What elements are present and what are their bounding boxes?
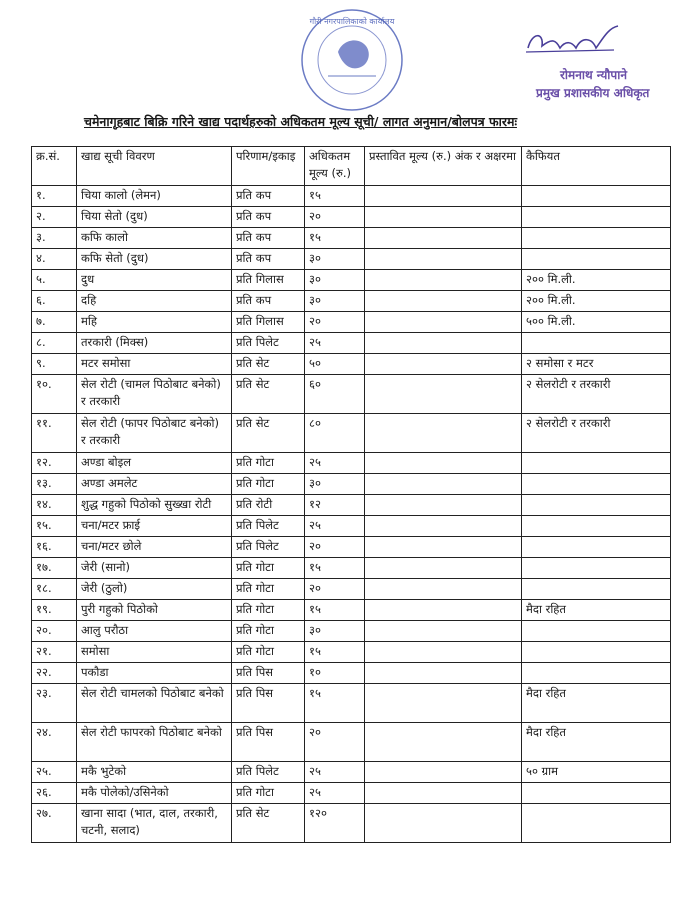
cell-unit: प्रति कप xyxy=(232,207,305,228)
cell-unit: प्रति गोटा xyxy=(232,474,305,495)
cell-remarks xyxy=(522,558,671,579)
cell-item: समोसा xyxy=(77,642,232,663)
cell-max-price: २५ xyxy=(305,453,365,474)
cell-max-price: १२० xyxy=(305,804,365,843)
cell-sn: २. xyxy=(32,207,77,228)
cell-proposed-price[interactable] xyxy=(365,684,522,723)
cell-sn: ३. xyxy=(32,228,77,249)
cell-remarks: २ सेलरोटी र तरकारी xyxy=(522,414,671,453)
cell-unit: प्रति गोटा xyxy=(232,621,305,642)
table-row xyxy=(32,333,671,354)
table-header-row xyxy=(32,147,671,186)
cell-unit: प्रति कप xyxy=(232,228,305,249)
cell-remarks xyxy=(522,495,671,516)
cell-remarks xyxy=(522,333,671,354)
cell-remarks: ५०० मि.ली. xyxy=(522,312,671,333)
cell-unit: प्रति गोटा xyxy=(232,642,305,663)
table-row xyxy=(32,684,671,723)
cell-unit: प्रति कप xyxy=(232,249,305,270)
cell-item: अण्डा अमलेट xyxy=(77,474,232,495)
cell-proposed-price[interactable] xyxy=(365,453,522,474)
cell-max-price: १२ xyxy=(305,495,365,516)
cell-sn: ७. xyxy=(32,312,77,333)
table-row xyxy=(32,516,671,537)
cell-max-price: २५ xyxy=(305,333,365,354)
cell-proposed-price[interactable] xyxy=(365,642,522,663)
cell-sn: २७. xyxy=(32,804,77,843)
cell-max-price: ५० xyxy=(305,354,365,375)
officer-title: प्रमुख प्रशासकीय अधिकृत xyxy=(536,86,650,100)
cell-unit: प्रति पिलेट xyxy=(232,537,305,558)
cell-item: मकै पोलेको/उसिनेको xyxy=(77,783,232,804)
cell-remarks xyxy=(522,249,671,270)
cell-item: चना/मटर फ्राई xyxy=(77,516,232,537)
cell-sn: २२. xyxy=(32,663,77,684)
cell-proposed-price[interactable] xyxy=(365,333,522,354)
cell-unit: प्रति पिस xyxy=(232,723,305,762)
cell-proposed-price[interactable] xyxy=(365,291,522,312)
cell-item: सेल रोटी (फापर पिठोबाट बनेको) र तरकारी xyxy=(77,414,232,453)
cell-proposed-price[interactable] xyxy=(365,663,522,684)
table-row xyxy=(32,474,671,495)
cell-sn: २४. xyxy=(32,723,77,762)
cell-max-price: ३० xyxy=(305,249,365,270)
cell-sn: ६. xyxy=(32,291,77,312)
cell-unit: प्रति गोटा xyxy=(232,783,305,804)
cell-max-price: १५ xyxy=(305,600,365,621)
cell-remarks: मैदा रहित xyxy=(522,723,671,762)
cell-remarks xyxy=(522,207,671,228)
cell-proposed-price[interactable] xyxy=(365,579,522,600)
cell-unit: प्रति सेट xyxy=(232,375,305,414)
cell-unit: प्रति गोटा xyxy=(232,600,305,621)
price-list-table xyxy=(31,146,671,843)
cell-item: मकै भुटेको xyxy=(77,762,232,783)
cell-unit: प्रति पिस xyxy=(232,684,305,723)
header-item: खाद्य सूची विवरण xyxy=(77,147,232,186)
cell-item: जेरी (ठुलो) xyxy=(77,579,232,600)
cell-remarks xyxy=(522,228,671,249)
cell-proposed-price[interactable] xyxy=(365,516,522,537)
cell-max-price: ३० xyxy=(305,474,365,495)
table-row xyxy=(32,558,671,579)
cell-item: आलु परौठा xyxy=(77,621,232,642)
table-row xyxy=(32,249,671,270)
cell-item: सेल रोटी फापरको पिठोबाट बनेको xyxy=(77,723,232,762)
table-row xyxy=(32,186,671,207)
cell-item: चिया कालो (लेमन) xyxy=(77,186,232,207)
cell-item: जेरी (सानो) xyxy=(77,558,232,579)
cell-remarks xyxy=(522,474,671,495)
cell-max-price: ६० xyxy=(305,375,365,414)
cell-sn: ४. xyxy=(32,249,77,270)
cell-item: शुद्ध गहुको पिठोको सुख्खा रोटी xyxy=(77,495,232,516)
cell-remarks xyxy=(522,642,671,663)
cell-item: अण्डा बोइल xyxy=(77,453,232,474)
cell-unit: प्रति सेट xyxy=(232,414,305,453)
table-row xyxy=(32,600,671,621)
cell-proposed-price[interactable] xyxy=(365,354,522,375)
cell-unit: प्रति सेट xyxy=(232,804,305,843)
table-row xyxy=(32,414,671,453)
cell-proposed-price[interactable] xyxy=(365,495,522,516)
cell-max-price: २५ xyxy=(305,762,365,783)
header-sn: क्र.सं. xyxy=(32,147,77,186)
cell-sn: १९. xyxy=(32,600,77,621)
cell-sn: २०. xyxy=(32,621,77,642)
cell-sn: ८. xyxy=(32,333,77,354)
cell-remarks: २ सेलरोटी र तरकारी xyxy=(522,375,671,414)
cell-item: चना/मटर छोले xyxy=(77,537,232,558)
cell-remarks xyxy=(522,663,671,684)
cell-item: चिया सेतो (दुध) xyxy=(77,207,232,228)
cell-max-price: १५ xyxy=(305,642,365,663)
cell-unit: प्रति गोटा xyxy=(232,453,305,474)
cell-max-price: २५ xyxy=(305,516,365,537)
cell-item: महि xyxy=(77,312,232,333)
cell-max-price: २५ xyxy=(305,783,365,804)
table-row xyxy=(32,579,671,600)
cell-sn: १६. xyxy=(32,537,77,558)
cell-unit: प्रति गोटा xyxy=(232,558,305,579)
table-row xyxy=(32,762,671,783)
table-row xyxy=(32,723,671,762)
cell-unit: प्रति कप xyxy=(232,186,305,207)
cell-remarks xyxy=(522,579,671,600)
cell-sn: २३. xyxy=(32,684,77,723)
cell-remarks xyxy=(522,621,671,642)
table-row xyxy=(32,642,671,663)
officer-name: रोमनाथ न्यौपाने xyxy=(560,68,627,82)
cell-sn: १७. xyxy=(32,558,77,579)
cell-max-price: ३० xyxy=(305,270,365,291)
cell-max-price: १० xyxy=(305,663,365,684)
cell-remarks xyxy=(522,537,671,558)
table-row xyxy=(32,804,671,843)
cell-max-price: १५ xyxy=(305,228,365,249)
office-seal xyxy=(298,6,406,114)
cell-unit: प्रति गिलास xyxy=(232,270,305,291)
cell-proposed-price[interactable] xyxy=(365,621,522,642)
cell-item: तरकारी (मिक्स) xyxy=(77,333,232,354)
table-row xyxy=(32,495,671,516)
cell-item: मटर समोसा xyxy=(77,354,232,375)
cell-sn: १५. xyxy=(32,516,77,537)
cell-remarks xyxy=(522,804,671,843)
table-row xyxy=(32,354,671,375)
table-row xyxy=(32,291,671,312)
cell-max-price: १५ xyxy=(305,558,365,579)
header-remarks: कैफियत xyxy=(522,147,671,186)
cell-proposed-price[interactable] xyxy=(365,762,522,783)
cell-sn: १८. xyxy=(32,579,77,600)
document-title: चमेनागृहबाट बिक्रि गरिने खाद्य पदार्थहरुको अधिकतम मूल्य सूची/ लागत अनुमान/बोलपत्र फारमः xyxy=(84,114,517,129)
cell-proposed-price[interactable] xyxy=(365,375,522,414)
cell-max-price: १५ xyxy=(305,684,365,723)
cell-item: सेल रोटी चामलको पिठोबाट बनेको xyxy=(77,684,232,723)
cell-proposed-price[interactable] xyxy=(365,249,522,270)
cell-max-price: ३० xyxy=(305,291,365,312)
cell-max-price: २० xyxy=(305,723,365,762)
cell-unit: प्रति गिलास xyxy=(232,312,305,333)
table-row xyxy=(32,537,671,558)
cell-proposed-price[interactable] xyxy=(365,804,522,843)
cell-proposed-price[interactable] xyxy=(365,537,522,558)
table-row xyxy=(32,375,671,414)
table-row xyxy=(32,228,671,249)
cell-proposed-price[interactable] xyxy=(365,723,522,762)
cell-sn: १२. xyxy=(32,453,77,474)
cell-proposed-price[interactable] xyxy=(365,600,522,621)
cell-remarks: ५० ग्राम xyxy=(522,762,671,783)
cell-remarks xyxy=(522,783,671,804)
table-row xyxy=(32,453,671,474)
cell-max-price: ८० xyxy=(305,414,365,453)
cell-remarks: २ समोसा र मटर xyxy=(522,354,671,375)
table-row xyxy=(32,783,671,804)
cell-item: दहि xyxy=(77,291,232,312)
cell-item: पुरी गहुको पिठोको xyxy=(77,600,232,621)
signature xyxy=(522,18,632,62)
cell-sn: २५. xyxy=(32,762,77,783)
table-row xyxy=(32,663,671,684)
cell-remarks: २०० मि.ली. xyxy=(522,270,671,291)
cell-proposed-price[interactable] xyxy=(365,558,522,579)
cell-proposed-price[interactable] xyxy=(365,414,522,453)
cell-proposed-price[interactable] xyxy=(365,270,522,291)
table-row xyxy=(32,270,671,291)
cell-item: सेल रोटी (चामल पिठोबाट बनेको) र तरकारी xyxy=(77,375,232,414)
header-unit: परिणाम/इकाइ xyxy=(232,147,305,186)
cell-sn: १४. xyxy=(32,495,77,516)
header-proposed-price: प्रस्तावित मूल्य (रु.) अंक र अक्षरमा xyxy=(365,147,522,186)
cell-proposed-price[interactable] xyxy=(365,783,522,804)
cell-max-price: २० xyxy=(305,207,365,228)
cell-unit: प्रति पिस xyxy=(232,663,305,684)
cell-max-price: २० xyxy=(305,312,365,333)
cell-remarks xyxy=(522,516,671,537)
cell-sn: २६. xyxy=(32,783,77,804)
cell-item: कफि कालो xyxy=(77,228,232,249)
table-row xyxy=(32,207,671,228)
cell-item: दुध xyxy=(77,270,232,291)
cell-sn: ५. xyxy=(32,270,77,291)
cell-unit: प्रति पिलेट xyxy=(232,333,305,354)
cell-sn: २१. xyxy=(32,642,77,663)
cell-remarks xyxy=(522,186,671,207)
cell-proposed-price[interactable] xyxy=(365,474,522,495)
cell-item: पकौडा xyxy=(77,663,232,684)
cell-unit: प्रति पिलेट xyxy=(232,762,305,783)
cell-sn: १. xyxy=(32,186,77,207)
cell-max-price: ३० xyxy=(305,621,365,642)
cell-remarks xyxy=(522,453,671,474)
cell-item: खाना सादा (भात, दाल, तरकारी, चटनी, सलाद) xyxy=(77,804,232,843)
cell-remarks: मैदा रहित xyxy=(522,684,671,723)
table-row xyxy=(32,312,671,333)
cell-proposed-price[interactable] xyxy=(365,207,522,228)
cell-item: कफि सेतो (दुध) xyxy=(77,249,232,270)
header-max-price: अधिकतम मूल्य (रु.) xyxy=(305,147,365,186)
seal-text: गौरी नगरपालिकाको कार्यालय xyxy=(309,17,395,26)
cell-proposed-price[interactable] xyxy=(365,312,522,333)
cell-unit: प्रति पिलेट xyxy=(232,516,305,537)
cell-unit: प्रति कप xyxy=(232,291,305,312)
table-row xyxy=(32,621,671,642)
cell-remarks: २०० मि.ली. xyxy=(522,291,671,312)
cell-remarks: मैदा रहित xyxy=(522,600,671,621)
cell-sn: ९. xyxy=(32,354,77,375)
cell-unit: प्रति रोटी xyxy=(232,495,305,516)
cell-unit: प्रति गोटा xyxy=(232,579,305,600)
cell-sn: १३. xyxy=(32,474,77,495)
cell-max-price: २० xyxy=(305,579,365,600)
cell-unit: प्रति सेट xyxy=(232,354,305,375)
table-body xyxy=(32,186,671,843)
cell-proposed-price[interactable] xyxy=(365,186,522,207)
cell-sn: ११. xyxy=(32,414,77,453)
cell-sn: १०. xyxy=(32,375,77,414)
cell-proposed-price[interactable] xyxy=(365,228,522,249)
cell-max-price: १५ xyxy=(305,186,365,207)
cell-max-price: २० xyxy=(305,537,365,558)
